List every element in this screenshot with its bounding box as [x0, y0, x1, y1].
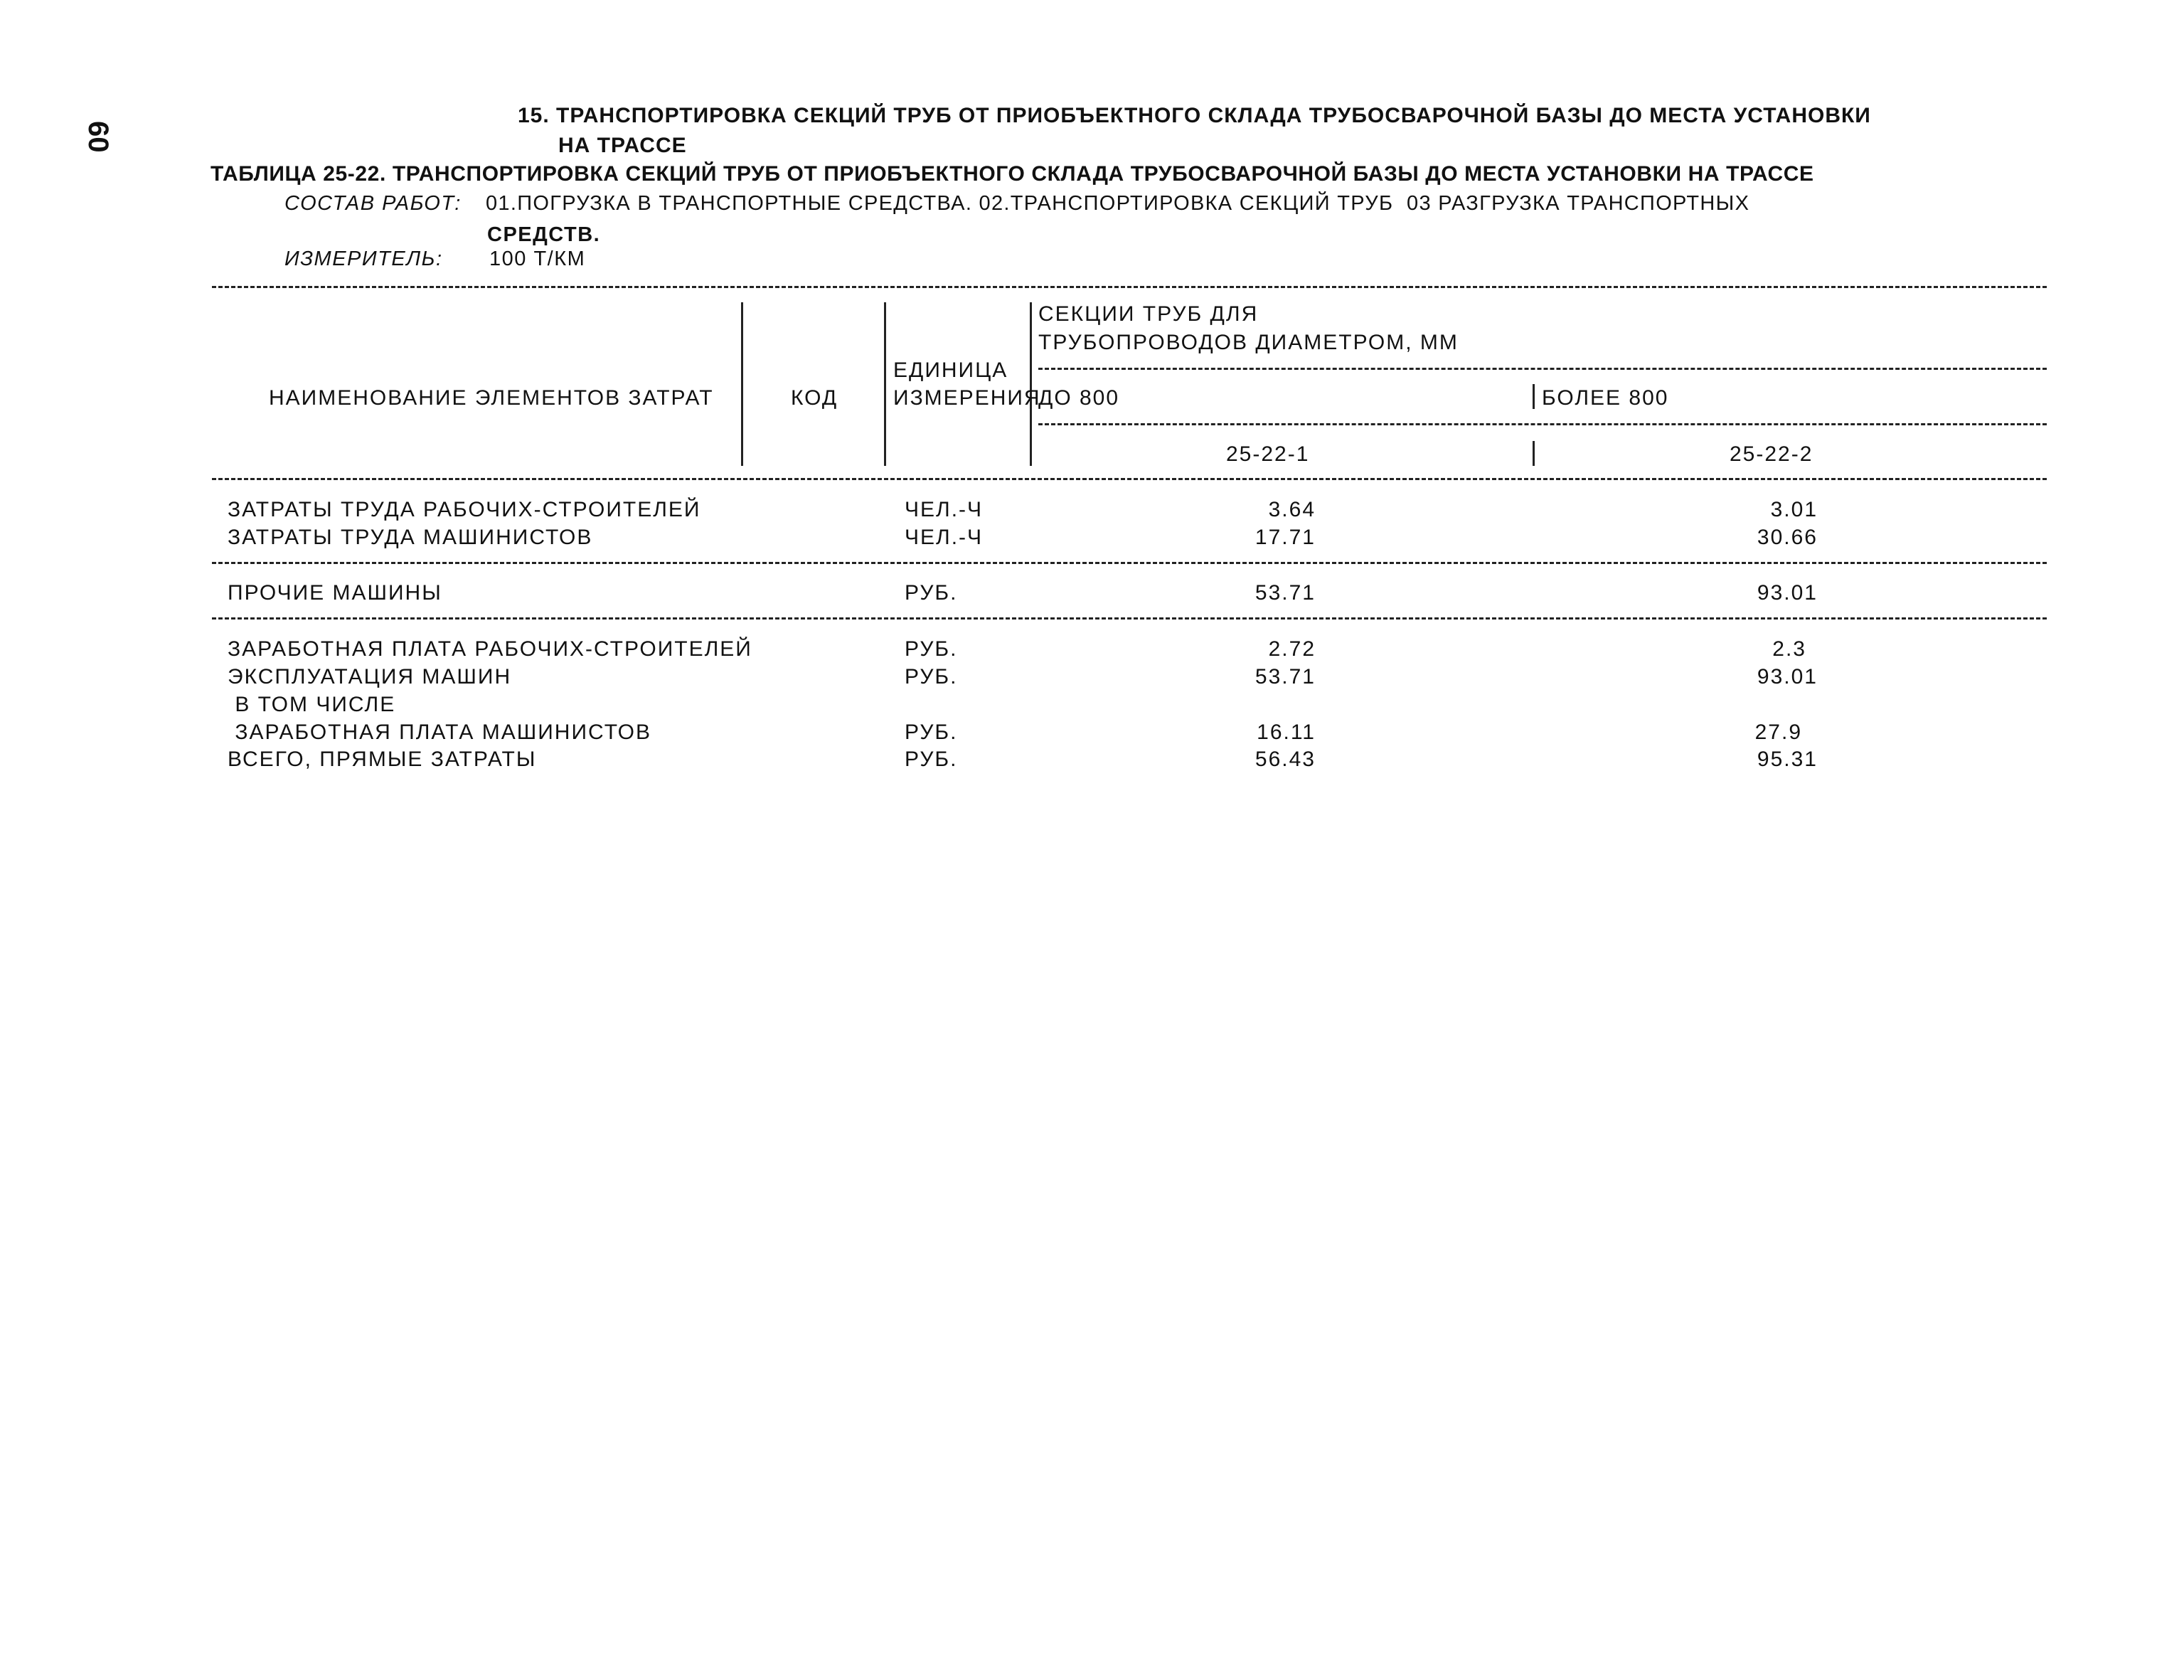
row-name: ЗАРАБОТНАЯ ПЛАТА РАБОЧИХ-СТРОИТЕЛЕЙ	[228, 637, 752, 661]
row-value-up-to-800: 17.71	[1255, 526, 1316, 549]
row-unit: РУБ.	[905, 748, 958, 771]
row-value-up-to-800: 16.11	[1257, 721, 1316, 744]
header-divider-code	[1533, 441, 1535, 466]
table-title: ТАБЛИЦА 25-22. ТРАНСПОРТИРОВКА СЕКЦИЙ ТРУБ ОТ ПРИОБЪЕКТНОГО СКЛАДА ТРУБОСВАРОЧНОЙ БАЗЫ ДО МЕСТА УСТАНОВКИ НА ТРАССЕ	[211, 162, 1814, 186]
header-divider-code-unit	[884, 302, 886, 466]
row-value-over-800: 3.01	[1770, 498, 1818, 521]
header-sub-over-800: БОЛЕЕ 800	[1542, 386, 1669, 410]
row-value-up-to-800: 3.64	[1268, 498, 1316, 521]
work-composition-line2: СРЕДСТВ.	[487, 223, 601, 246]
measure-value: 100 Т/КМ	[489, 248, 586, 270]
row-unit: РУБ.	[905, 581, 958, 605]
header-name: НАИМЕНОВАНИЕ ЭЛЕМЕНТОВ ЗАТРАТ	[269, 386, 714, 410]
row-value-over-800: 2.3	[1772, 637, 1806, 661]
row-unit: РУБ.	[905, 721, 958, 744]
header-unit-line1: ЕДИНИЦА	[893, 358, 1008, 382]
row-value-up-to-800: 53.71	[1255, 665, 1316, 689]
row-value-over-800: 93.01	[1757, 665, 1818, 689]
header-group-rule	[1038, 368, 2047, 370]
group2-rule	[212, 617, 2047, 620]
row-unit: ЧЕЛ.-Ч	[905, 526, 984, 549]
row-unit: РУБ.	[905, 665, 958, 689]
header-group-line2: ТРУБОПРОВОДОВ ДИАМЕТРОМ, ММ	[1038, 331, 1459, 354]
section-title-line1: 15. ТРАНСПОРТИРОВКА СЕКЦИЙ ТРУБ ОТ ПРИОБЪЕКТНОГО СКЛАДА ТРУБОСВАРОЧНОЙ БАЗЫ ДО МЕСТА УСТАНОВКИ	[518, 104, 1871, 127]
row-name: ЗАТРАТЫ ТРУДА МАШИНИСТОВ	[228, 526, 593, 549]
header-unit-line2: ИЗМЕРЕНИЯ	[893, 386, 1041, 410]
row-name: ЗАРАБОТНАЯ ПЛАТА МАШИНИСТОВ	[228, 721, 652, 744]
header-bottom-rule	[212, 478, 2047, 480]
row-value-over-800: 30.66	[1757, 526, 1818, 549]
header-group-line1: СЕКЦИИ ТРУБ ДЛЯ	[1038, 302, 1259, 326]
header-sub-up-to-800: ДО 800	[1038, 386, 1120, 410]
header-code: КОД	[791, 386, 838, 410]
row-value-over-800: 93.01	[1757, 581, 1818, 605]
row-name: ВСЕГО, ПРЯМЫЕ ЗАТРАТЫ	[228, 748, 537, 771]
work-composition-label: СОСТАВ РАБОТ:	[284, 192, 462, 215]
row-value-up-to-800: 56.43	[1255, 748, 1316, 771]
header-code-25-22-2: 25-22-2	[1730, 442, 1813, 466]
row-value-over-800: 27.9	[1754, 721, 1802, 744]
row-name: ЗАТРАТЫ ТРУДА РАБОЧИХ-СТРОИТЕЛЕЙ	[228, 498, 701, 521]
row-name: ЭКСПЛУАТАЦИЯ МАШИН	[228, 665, 512, 689]
row-name: ПРОЧИЕ МАШИНЫ	[228, 581, 442, 605]
page-number: 60	[82, 121, 114, 153]
row-unit: РУБ.	[905, 637, 958, 661]
table-top-rule	[212, 286, 2047, 288]
row-unit: ЧЕЛ.-Ч	[905, 498, 984, 521]
header-divider-unit-values	[1030, 302, 1032, 466]
header-divider-sub	[1533, 384, 1535, 409]
header-sub-rule	[1038, 423, 2047, 425]
row-value-over-800: 95.31	[1757, 748, 1818, 771]
group1-rule	[212, 562, 2047, 564]
row-name: В ТОМ ЧИСЛЕ	[228, 693, 396, 716]
section-title-line2: НА ТРАССЕ	[558, 134, 687, 157]
row-value-up-to-800: 53.71	[1255, 581, 1316, 605]
work-composition-line1: 01.ПОГРУЗКА В ТРАНСПОРТНЫЕ СРЕДСТВА. 02.ТРАНСПОРТИРОВКА СЕКЦИЙ ТРУБ 03 РАЗГРУЗКА ТРАНСПОРТНЫХ	[486, 192, 1750, 215]
header-code-25-22-1: 25-22-1	[1226, 442, 1310, 466]
row-value-up-to-800: 2.72	[1268, 637, 1316, 661]
header-divider-name-code	[741, 302, 743, 466]
measure-label: ИЗМЕРИТЕЛЬ:	[284, 248, 443, 270]
